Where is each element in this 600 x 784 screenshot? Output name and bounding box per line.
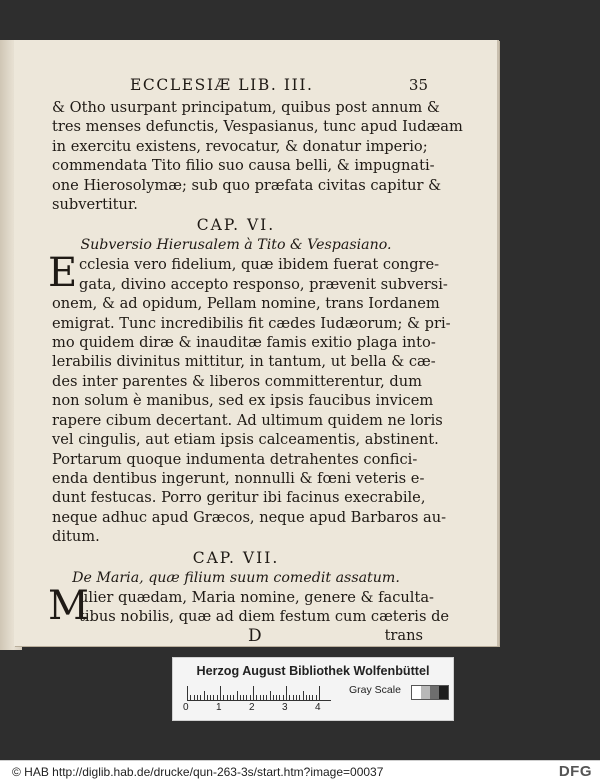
ruler-tick	[309, 695, 310, 700]
gray-scale-label: Gray Scale	[349, 684, 401, 696]
ruler-tick	[227, 695, 228, 700]
ruler-tick	[260, 695, 261, 700]
text-line: des inter parentes & liberos committerentur, dum	[52, 372, 422, 390]
ruler-tick	[286, 686, 287, 700]
gray-swatch	[439, 686, 448, 699]
ruler-tick	[293, 695, 294, 700]
gray-scale-swatches	[411, 685, 449, 700]
ruler-tick	[233, 695, 234, 700]
ruler-tick	[210, 695, 211, 700]
drop-cap: E	[48, 250, 78, 297]
text-line: rapere cibum decertant. Ad ultimum quidem ne loris	[52, 411, 443, 429]
text-line: vel cingulis, aut etiam ipsis calceamentis, abstinent.	[52, 431, 439, 449]
ruler-tick	[316, 695, 317, 700]
ruler-tick	[276, 695, 277, 700]
text-line: subvertitur.	[52, 196, 138, 214]
ruler-tick	[312, 695, 313, 700]
ruler-tick	[273, 695, 274, 700]
catchword: trans	[384, 627, 423, 645]
ruler-tick	[256, 695, 257, 700]
source-link[interactable]: © HAB http://diglib.hab.de/drucke/qun-263-3s/start.htm?image=00037	[12, 765, 384, 779]
ruler-tick	[306, 695, 307, 700]
ruler-tick	[246, 695, 247, 700]
text-line: Portarum quoque indumenta detrahentes confici-	[52, 450, 418, 468]
chapter-paragraph	[48, 250, 451, 546]
dfg-logo: DFG	[558, 763, 592, 780]
ruler-tick	[250, 695, 251, 700]
text-line: neque adhuc apud Græcos, neque apud Barbaros au-	[52, 508, 447, 526]
scale-number: 4	[315, 702, 321, 713]
ruler-tick	[299, 695, 300, 700]
signature-line	[52, 626, 423, 648]
ruler-tick	[220, 686, 221, 700]
ruler-tick	[200, 695, 201, 700]
scale-number: 1	[216, 702, 222, 713]
text-line: mo quidem diræ & inauditæ famis exitio plaga into-	[52, 334, 436, 352]
page-number: 35	[408, 76, 428, 94]
ruler-tick	[240, 695, 241, 700]
ruler-tick	[223, 695, 224, 700]
ruler-tick	[303, 691, 304, 700]
scale-number: 3	[282, 702, 288, 713]
color-calibration-bar	[172, 657, 454, 721]
text-line: non solum è manibus, sed ex ipsis faucibus invicem	[52, 392, 434, 410]
ruler-tick	[243, 695, 244, 700]
opening-paragraph	[52, 98, 463, 214]
chapter-subtitle: Subversio Hierusalem à Tito & Vespasiano.	[80, 237, 392, 254]
gray-swatch	[421, 686, 430, 699]
page-text	[48, 74, 463, 648]
chapter-paragraph	[48, 582, 450, 629]
ruler-tick	[230, 695, 231, 700]
book-page	[14, 40, 499, 646]
ruler-tick	[253, 686, 254, 700]
ruler-tick	[204, 691, 205, 700]
ruler-tick	[319, 686, 320, 700]
scale-number: 0	[183, 702, 189, 713]
ruler-tick	[270, 691, 271, 700]
text-line: gata, divino accepto responso, prævenit subversi-	[79, 275, 448, 293]
page-header	[52, 74, 428, 98]
chapter-heading: CAP. VI.	[196, 216, 276, 235]
ruler-tick	[197, 695, 198, 700]
text-line: cclesia vero fidelium, quæ ibidem fuerat congre-	[79, 256, 440, 274]
drop-cap: M	[48, 582, 89, 629]
signature-mark: D	[248, 626, 262, 647]
gray-swatch	[412, 686, 421, 699]
ruler-tick	[296, 695, 297, 700]
text-line: tres menses defunctis, Vespasianus, tunc apud Iudæam	[52, 118, 463, 136]
text-line: ulier quædam, Maria nomine, genere & faculta-	[79, 588, 434, 606]
library-name: Herzog August Bibliothek Wolfenbüttel	[196, 664, 430, 678]
text-line: in exercitu existens, revocatur, & donatur imperio;	[52, 137, 428, 155]
scale-number: 2	[249, 702, 255, 713]
text-line: tibus nobilis, quæ ad diem festum cum cæteris de	[79, 607, 450, 625]
ruler-tick	[237, 691, 238, 700]
text-line: & Otho usurpant principatum, quibus post annum &	[52, 99, 440, 116]
ruler-tick	[289, 695, 290, 700]
ruler-tick	[279, 695, 280, 700]
text-line: ditum.	[52, 528, 100, 546]
text-line: lerabilis divinitus mittitur, in tantum, ut bella & cæ-	[52, 353, 436, 371]
chapter-subtitle: De Maria, quæ filium suum comedit assatum.	[72, 569, 400, 586]
footer-bar	[0, 760, 600, 784]
ruler-tick	[190, 695, 191, 700]
ruler-tick	[283, 695, 284, 700]
text-line: enda dentibus ingerunt, nonnulli & fœni veteris e-	[52, 469, 425, 487]
scale-ruler	[187, 684, 331, 701]
scale-numbers	[183, 702, 343, 714]
gray-swatch	[430, 686, 439, 699]
ruler-tick	[217, 695, 218, 700]
chapter-heading: CAP. VII.	[192, 548, 280, 567]
ruler-tick	[194, 695, 195, 700]
ruler-tick	[213, 695, 214, 700]
text-line: onem, & ad opidum, Pellam nomine, trans Iordanem	[52, 295, 440, 313]
text-line: one Hierosolymæ; sub quo præfata civitas capitur &	[52, 176, 442, 194]
ruler-tick	[187, 686, 188, 700]
ruler-tick	[266, 695, 267, 700]
ruler-tick	[263, 695, 264, 700]
text-line: emigrat. Tunc incredibilis fit cædes Iudæorum; & pri-	[52, 314, 451, 332]
text-line: commendata Tito filio suo causa belli, & impugnati-	[52, 157, 435, 175]
ruler-tick	[207, 695, 208, 700]
text-line: dunt festucas. Porro geritur ibi facinus execrabile,	[52, 489, 426, 507]
running-head: ECCLESIÆ LIB. III.	[130, 76, 314, 94]
